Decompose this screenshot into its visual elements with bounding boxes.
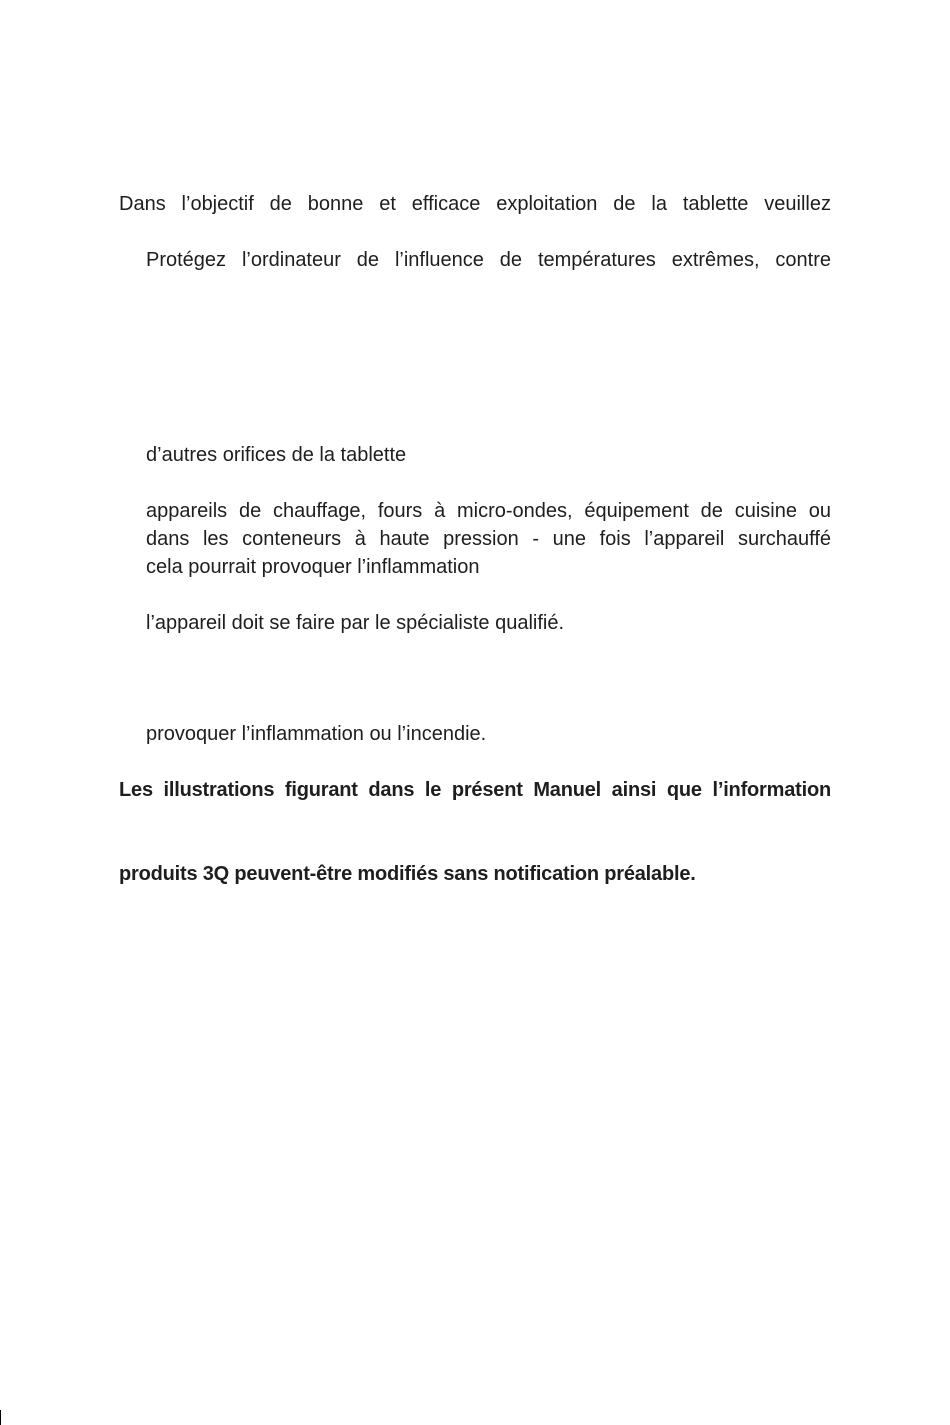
notice-line-1: Les illustrations figurant dans le présent Manuel ainsi que l’information <box>119 779 831 801</box>
heat-sources-line-3: cela pourrait provoquer l’inflammation <box>146 556 480 578</box>
repair-line: l’appareil doit se faire par le spécialiste qualifié. <box>146 612 565 634</box>
page-edge-mark <box>0 1410 1 1425</box>
intro-line: Dans l’objectif de bonne et efficace exploitation de la tablette veuillez <box>119 193 831 215</box>
notice-line-2: produits 3Q peuvent-être modifiés sans notification préalable. <box>119 863 696 885</box>
heat-sources-line-2: dans les conteneurs à haute pression - une fois l’appareil surchauffé <box>146 528 831 550</box>
fire-warning-line: provoquer l’inflammation ou l’incendie. <box>146 723 487 745</box>
heat-sources-line-1: appareils de chauffage, fours à micro-ondes, équipement de cuisine ou <box>146 500 831 522</box>
orifices-line: d’autres orifices de la tablette <box>146 444 407 466</box>
temperature-warning-line: Protégez l’ordinateur de l’influence de températures extrêmes, contre <box>146 249 831 271</box>
